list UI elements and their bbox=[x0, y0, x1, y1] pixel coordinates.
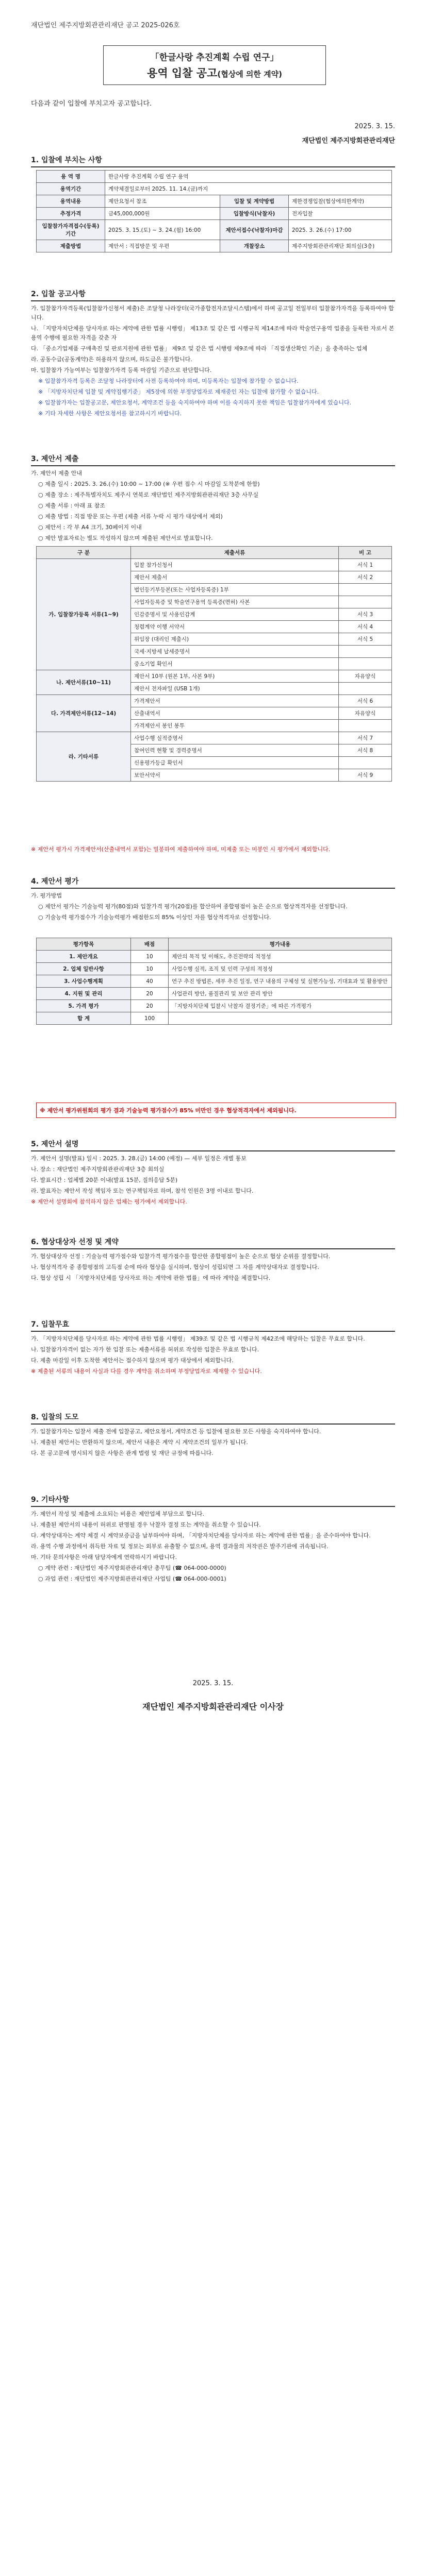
info-value: 제주지방회관관리재단 회의실(3층) bbox=[289, 240, 392, 252]
doc-note: 서식 8 bbox=[339, 744, 392, 757]
doc-row bbox=[37, 695, 392, 707]
info-value: 전자입찰 bbox=[289, 208, 392, 220]
info-value: 한글사랑 추진계획 수립 연구 용역 bbox=[105, 171, 392, 183]
section-9-heading: 9. 기타사항 bbox=[31, 1494, 395, 1507]
info-value: 제안요청서 참조 bbox=[105, 195, 220, 208]
s2_notes-item: ※ 입찰참가자는 입찰공고문, 제안요청서, 계약조건 등을 숙지하여야 하며 이를 숙지하지 못한 책임은 입찰참가자에게 있습니다. bbox=[38, 399, 352, 406]
info-value: 2025. 3. 15.(토) ~ 3. 24.(월) 16:00 bbox=[105, 220, 220, 240]
s6_paras-item: 다. 협상 성립 시 「지방자치단체를 당사자로 하는 계약에 관한 법률」에 따라 계약을 체결합니다. bbox=[31, 1275, 271, 1281]
doc-group-name: 다. 가격제안서류(12~14) bbox=[37, 695, 131, 732]
eval-item: 2. 업체 일반사항 bbox=[37, 963, 131, 975]
eval-col-item: 평가항목 bbox=[37, 938, 131, 951]
eval-col-content: 평가내용 bbox=[169, 938, 392, 951]
doc-name: 입찰 참가신청서 bbox=[131, 559, 339, 571]
info-label: 용 역 명 bbox=[37, 171, 105, 183]
doc-col-note: 비 고 bbox=[339, 547, 392, 559]
section-8-heading: 8. 입찰의 도모 bbox=[31, 1412, 395, 1425]
doc-note: 서식 3 bbox=[339, 608, 392, 621]
info-value: 금45,000,000원 bbox=[105, 208, 220, 220]
doc-group-name: 라. 기타서류 bbox=[37, 732, 131, 782]
s8_paras-item: 다. 본 공고문에 명시되지 않은 사항은 관계 법령 및 재단 규정에 따릅니다. bbox=[31, 1450, 214, 1456]
doc-note-red: ※ 제안서 평가시 가격제안서(산출내역서 포함)는 밀봉하여 제출하여야 하며, 미제출 또는 미봉인 시 평가에서 제외합니다. bbox=[31, 846, 331, 853]
doc-col-documents: 제출서류 bbox=[131, 547, 339, 559]
doc-note: 서식 9 bbox=[339, 769, 392, 782]
section-8-body bbox=[31, 1427, 395, 1460]
doc-name: 청렴계약 이행 서약서 bbox=[131, 621, 339, 633]
s2_paras-item: 라. 공동수급(공동계약)은 허용하지 않으며, 하도급은 불가합니다. bbox=[31, 356, 192, 363]
info-label: 입찰 및 계약방법 bbox=[220, 195, 289, 208]
doc-note: 서식 2 bbox=[339, 571, 392, 584]
doc-name: 중소기업 확인서 bbox=[131, 658, 339, 670]
notice-number: 재단법인 제주지방회관관리재단 공고 2025-026호 bbox=[31, 22, 180, 29]
s7-note-red: ※ 제출된 서류의 내용이 사실과 다를 경우 계약을 취소하며 부정당업자로 제재할 수 있습니다. bbox=[31, 1368, 262, 1375]
s4_paras-item: ○ 제안서 평가는 기술능력 평가(80점)와 입찰가격 평가(20점)를 합산하여 종합평점이 높은 순으로 협상적격자를 선정합니다. bbox=[38, 903, 348, 910]
s3_paras-item: 가. 제안서 제출 안내 bbox=[31, 470, 82, 477]
section-1-heading: 1. 입찰에 부치는 사항 bbox=[31, 155, 395, 167]
doc-note bbox=[339, 683, 392, 695]
section-5-body bbox=[31, 1154, 395, 1208]
section-7-heading: 7. 입찰무효 bbox=[31, 1319, 395, 1332]
doc-note: 서식 7 bbox=[339, 732, 392, 744]
eval-score: 10 bbox=[131, 951, 169, 963]
footer-date: 2025. 3. 15. bbox=[192, 1680, 234, 1687]
doc-name: 가격제안서 bbox=[131, 695, 339, 707]
s9_paras-item: 라. 용역 수행 과정에서 취득한 자료 및 정보는 외부로 유출할 수 없으며, 용역 결과물의 저작권은 발주기관에 귀속됩니다. bbox=[31, 1543, 329, 1550]
s9_paras-item: 나. 제출된 제안서의 내용이 허위로 판명될 경우 낙찰자 결정 또는 계약을 취소할 수 있습니다. bbox=[31, 1521, 261, 1528]
s2_notes-item: ※ 기타 자세한 사항은 제안요청서를 참고하시기 바랍니다. bbox=[38, 410, 182, 417]
eval-item: 4. 지원 및 관리 bbox=[37, 988, 131, 1000]
eval-row bbox=[37, 988, 392, 1000]
intro-text: 다음과 같이 입찰에 부치고자 공고합니다. bbox=[31, 100, 152, 108]
s5_paras-item: 나. 장소 : 재단법인 제주지방회관관리재단 3층 회의실 bbox=[31, 1166, 165, 1173]
eval-row bbox=[37, 975, 392, 988]
section-4-body bbox=[31, 891, 395, 924]
s2_notes-item: ※ 「지방자치단체 입찰 및 계약집행기준」 제5장에 의한 부정당업자로 제재중인 자는 입찰에 참가할 수 없습니다. bbox=[38, 388, 319, 395]
eval-score: 10 bbox=[131, 963, 169, 975]
section-3-heading: 3. 제안서 제출 bbox=[31, 453, 395, 466]
info-label: 용역기간 bbox=[37, 183, 105, 195]
info-row bbox=[37, 220, 392, 240]
doc-name: 참여인력 현황 및 경력증명서 bbox=[131, 744, 339, 757]
s3_paras-item: ○ 제출 방법 : 직접 방문 또는 우편 (제출 서류 누락 시 평가 대상에서 제외) bbox=[38, 513, 223, 520]
doc-group-name: 가. 입찰참가등록 서류(1~9) bbox=[37, 559, 131, 670]
eval-item: 5. 가격 평가 bbox=[37, 1000, 131, 1012]
s3_paras-item: ○ 제출 일시 : 2025. 3. 26.(수) 10:00 ~ 17:00 (※ 우편 접수 시 마감일 도착분에 한함) bbox=[38, 481, 260, 487]
section-5-heading: 5. 제안서 설명 bbox=[31, 1139, 395, 1151]
s5_paras-item: 다. 발표시간 : 업체별 20분 이내(발표 15분, 질의응답 5분) bbox=[31, 1177, 178, 1183]
title-sub: (협상에 의한 계약) bbox=[217, 70, 282, 79]
s5-note-red: ※ 제안서 설명회에 참석하지 않은 업체는 평가에서 제외합니다. bbox=[31, 1198, 187, 1205]
eval-row bbox=[37, 1000, 392, 1012]
doc-row bbox=[37, 670, 392, 683]
doc-note bbox=[339, 646, 392, 658]
issuer-name: 재단법인 제주지방회관관리재단 bbox=[302, 137, 395, 145]
info-row bbox=[37, 240, 392, 252]
section-9-body bbox=[31, 1510, 395, 1585]
doc-col-category: 구 분 bbox=[37, 547, 131, 559]
s9_paras-item: ○ 과업 관련 : 재단법인 제주지방회관관리재단 사업팀 (☎ 064-000-0001) bbox=[38, 1575, 226, 1582]
info-label: 추정가격 bbox=[37, 208, 105, 220]
section-3-note bbox=[31, 845, 395, 856]
doc-name: 사업자등록증 및 학술연구용역 등록증(면허) 사본 bbox=[131, 596, 339, 608]
announcement-title bbox=[103, 45, 326, 85]
doc-name: 신용평가등급 확인서 bbox=[131, 757, 339, 769]
info-label: 제출방법 bbox=[37, 240, 105, 252]
s7_paras-item: 다. 제출 마감일 이후 도착한 제안서는 접수하지 않으며 평가 대상에서 제외합니다. bbox=[31, 1357, 234, 1364]
doc-row bbox=[37, 732, 392, 744]
info-row bbox=[37, 183, 392, 195]
doc-name: 제안서 전자파일 (USB 1개) bbox=[131, 683, 339, 695]
s2_paras-item: 다. 「중소기업제품 구매촉진 및 판로지원에 관한 법률」 제9조 및 같은 법 시행령 제9조에 따라 「직접생산확인 기준」을 충족하는 업체 bbox=[31, 345, 368, 352]
s6_paras-item: 나. 협상적격자 중 종합평점의 고득점 순에 따라 협상을 실시하며, 협상이 성립되면 그 자를 계약상대자로 결정합니다. bbox=[31, 1264, 319, 1270]
eval-total-row bbox=[37, 1012, 392, 1025]
eval-content: 사업수행 실적, 조직 및 인력 구성의 적정성 bbox=[169, 963, 392, 975]
s2_paras-item: 나. 「지방자치단체를 당사자로 하는 계약에 관한 법률 시행령」 제13조 및 같은 법 시행규칙 제14조에 따라 학술연구용역 업종을 등록한 자로서 본 용역 수행에 필요한 자격을 갖춘 자 bbox=[31, 325, 395, 341]
doc-note: 서식 5 bbox=[339, 633, 392, 646]
s6_paras-item: 가. 협상대상자 선정 : 기술능력 평가점수와 입찰가격 평가점수를 합산한 종합평점이 높은 순으로 협상 순위를 결정합니다. bbox=[31, 1253, 331, 1260]
doc-name: 국세·지방세 납세증명서 bbox=[131, 646, 339, 658]
s4_paras-item: ○ 기술능력 평가점수가 기술능력평가 배점한도의 85% 이상인 자를 협상적격자로 선정합니다. bbox=[38, 914, 271, 921]
section-6-body bbox=[31, 1252, 395, 1284]
eval-row bbox=[37, 963, 392, 975]
eval-item: 1. 제안개요 bbox=[37, 951, 131, 963]
doc-note: 자유양식 bbox=[339, 707, 392, 720]
eval-total-score: 100 bbox=[131, 1012, 169, 1025]
document-table bbox=[36, 546, 392, 782]
eval-score: 40 bbox=[131, 975, 169, 988]
s4_paras-item: 가. 평가방법 bbox=[31, 892, 62, 899]
doc-note bbox=[339, 584, 392, 596]
s3_paras-item: ○ 제출 서류 : 아래 표 참조 bbox=[38, 502, 105, 509]
doc-name: 사업수행 실적증명서 bbox=[131, 732, 339, 744]
doc-note: 서식 4 bbox=[339, 621, 392, 633]
s9_paras-item: 다. 계약상대자는 계약 체결 시 계약보증금을 납부하여야 하며, 「지방자치단체를 당사자로 하는 계약에 관한 법률」을 준수하여야 합니다. bbox=[31, 1532, 371, 1539]
s2_paras-item: 마. 입찰참가 가능여부는 입찰참가자격 등록 마감일 기준으로 판단합니다. bbox=[31, 367, 212, 374]
s2_notes-item: ※ 입찰참가자격 등록은 조달청 나라장터에 사전 등록하여야 하며, 미등록자는 입찰에 참가할 수 없습니다. bbox=[38, 378, 299, 384]
eval-content: 사업관리 방안, 품질관리 및 보안 관리 방안 bbox=[169, 988, 392, 1000]
s9_paras-item: ○ 계약 관련 : 재단법인 제주지방회관관리재단 총무팀 (☎ 064-000-0000) bbox=[38, 1565, 226, 1571]
doc-note bbox=[339, 720, 392, 732]
issue-date: 2025. 3. 15. bbox=[354, 123, 395, 130]
eval-content: 「지방자치단체 입찰시 낙찰자 결정기준」에 따른 가격평가 bbox=[169, 1000, 392, 1012]
section-4-heading: 4. 제안서 평가 bbox=[31, 876, 395, 889]
info-label: 입찰참가자격접수(등록)기간 bbox=[37, 220, 105, 240]
info-table bbox=[36, 170, 392, 252]
s7_paras-item: 나. 입찰참가자격이 없는 자가 한 입찰 또는 제출서류를 허위로 작성한 입찰은 무효로 합니다. bbox=[31, 1346, 259, 1353]
s5_paras-item: 가. 제안서 설명(발표) 일시 : 2025. 3. 28.(금) 14:00 (예정) — 세부 일정은 개별 통보 bbox=[31, 1155, 247, 1162]
section-7-body bbox=[31, 1334, 395, 1378]
info-row bbox=[37, 195, 392, 208]
s3_paras-item: ○ 제출 장소 : 제주특별자치도 제주시 연북로 재단법인 제주지방회관관리재단 3층 사무실 bbox=[38, 492, 259, 498]
doc-row bbox=[37, 559, 392, 571]
eval-score: 20 bbox=[131, 1000, 169, 1012]
eval-content: 제안의 목적 및 이해도, 추진전략의 적정성 bbox=[169, 951, 392, 963]
doc-name: 인감증명서 및 사용인감계 bbox=[131, 608, 339, 621]
s3_paras-item: ○ 제안 발표자료는 별도 작성하지 않으며 제출된 제안서로 발표합니다. bbox=[38, 535, 213, 541]
info-label: 입찰방식(낙찰자) bbox=[220, 208, 289, 220]
doc-note: 서식 6 bbox=[339, 695, 392, 707]
doc-note bbox=[339, 658, 392, 670]
doc-name: 보안서약서 bbox=[131, 769, 339, 782]
s7_paras-item: 가. 「지방자치단체를 당사자로 하는 계약에 관한 법률 시행령」 제39조 및 같은 법 시행규칙 제42조에 해당하는 입찰은 무효로 합니다. bbox=[31, 1335, 365, 1342]
evaluation-warning-box: ※ 제안서 평가위원회의 평가 결과 기술능력 평가점수가 85% 미만인 경우 협상적격자에서 제외됩니다. bbox=[36, 1103, 396, 1118]
doc-note bbox=[339, 596, 392, 608]
info-value: 계약체결일로부터 2025. 11. 14.(금)까지 bbox=[105, 183, 392, 195]
info-label: 제안서접수(낙찰자)마감 bbox=[220, 220, 289, 240]
evaluation-table bbox=[36, 938, 392, 1025]
info-label: 용역내용 bbox=[37, 195, 105, 208]
info-row bbox=[37, 208, 392, 220]
doc-name: 제안서 10부 (원본 1부, 사본 9부) bbox=[131, 670, 339, 683]
eval-total-label: 합 계 bbox=[37, 1012, 131, 1025]
eval-row bbox=[37, 951, 392, 963]
eval-content: 연구 추진 방법론, 세부 추진 일정, 연구 내용의 구체성 및 실현가능성, 기대효과 및 활용방안 bbox=[169, 975, 392, 988]
doc-name: 법인등기부등본(또는 사업자등록증) 1부 bbox=[131, 584, 339, 596]
doc-group-name: 나. 제안서류(10~11) bbox=[37, 670, 131, 695]
eval-item: 3. 사업수행계획 bbox=[37, 975, 131, 988]
section-2-body bbox=[31, 304, 395, 420]
info-value: 제한경쟁입찰(협상에의한계약) bbox=[289, 195, 392, 208]
info-label: 개찰장소 bbox=[220, 240, 289, 252]
s3_paras-item: ○ 제안서 : 각 부 A4 크기, 30페이지 이내 bbox=[38, 524, 142, 531]
info-value: 제안서 : 직접방문 및 우편 bbox=[105, 240, 220, 252]
s8_paras-item: 나. 제출된 제안서는 반환하지 않으며, 제안서 내용은 계약 시 계약조건의 일부가 됩니다. bbox=[31, 1439, 248, 1446]
title-main: 용역 입찰 공고 bbox=[147, 67, 218, 79]
doc-name: 가격제안서 봉인 봉투 bbox=[131, 720, 339, 732]
s8_paras-item: 가. 입찰참가자는 입찰서 제출 전에 입찰공고, 제안요청서, 계약조건 등 입찰에 필요한 모든 사항을 숙지하여야 합니다. bbox=[31, 1428, 321, 1435]
info-value: 2025. 3. 26.(수) 17:00 bbox=[289, 220, 392, 240]
eval-col-score: 배점 bbox=[131, 938, 169, 951]
title-line-1: 「한글사랑 추진계획 수립 연구」 bbox=[150, 53, 279, 63]
doc-name: 제안서 제출서 bbox=[131, 571, 339, 584]
eval-total-blank bbox=[169, 1012, 392, 1025]
section-2-heading: 2. 입찰 공고사항 bbox=[31, 289, 395, 301]
doc-note: 자유양식 bbox=[339, 670, 392, 683]
doc-name: 위임장 (대리인 제출시) bbox=[131, 633, 339, 646]
section-6-heading: 6. 협상대상자 선정 및 계약 bbox=[31, 1236, 395, 1249]
s2_paras-item: 가. 입찰참가자격등록(입찰참가신청서 제출)은 조달청 나라장터(국가종합전자조달시스템)에서 하며 공고일 전일부터 입찰참가자격을 등록하여야 합니다. bbox=[31, 305, 394, 321]
doc-note: 서식 1 bbox=[339, 559, 392, 571]
section-3-body bbox=[31, 469, 395, 545]
doc-note bbox=[339, 757, 392, 769]
doc-name: 산출내역서 bbox=[131, 707, 339, 720]
title-line-2 bbox=[104, 65, 325, 80]
s9_paras-item: 가. 제안서 작성 및 제출에 소요되는 비용은 제안업체 부담으로 합니다. bbox=[31, 1511, 204, 1517]
info-row bbox=[37, 171, 392, 183]
footer-issuer: 재단법인 제주지방회관관리재단 이사장 bbox=[142, 1702, 284, 1711]
s9_paras-item: 마. 기타 문의사항은 아래 담당자에게 연락하시기 바랍니다. bbox=[31, 1554, 177, 1561]
s5_paras-item: 라. 발표자는 제안서 작성 책임자 또는 연구책임자로 하며, 참석 인원은 3명 이내로 합니다. bbox=[31, 1188, 254, 1194]
eval-score: 20 bbox=[131, 988, 169, 1000]
